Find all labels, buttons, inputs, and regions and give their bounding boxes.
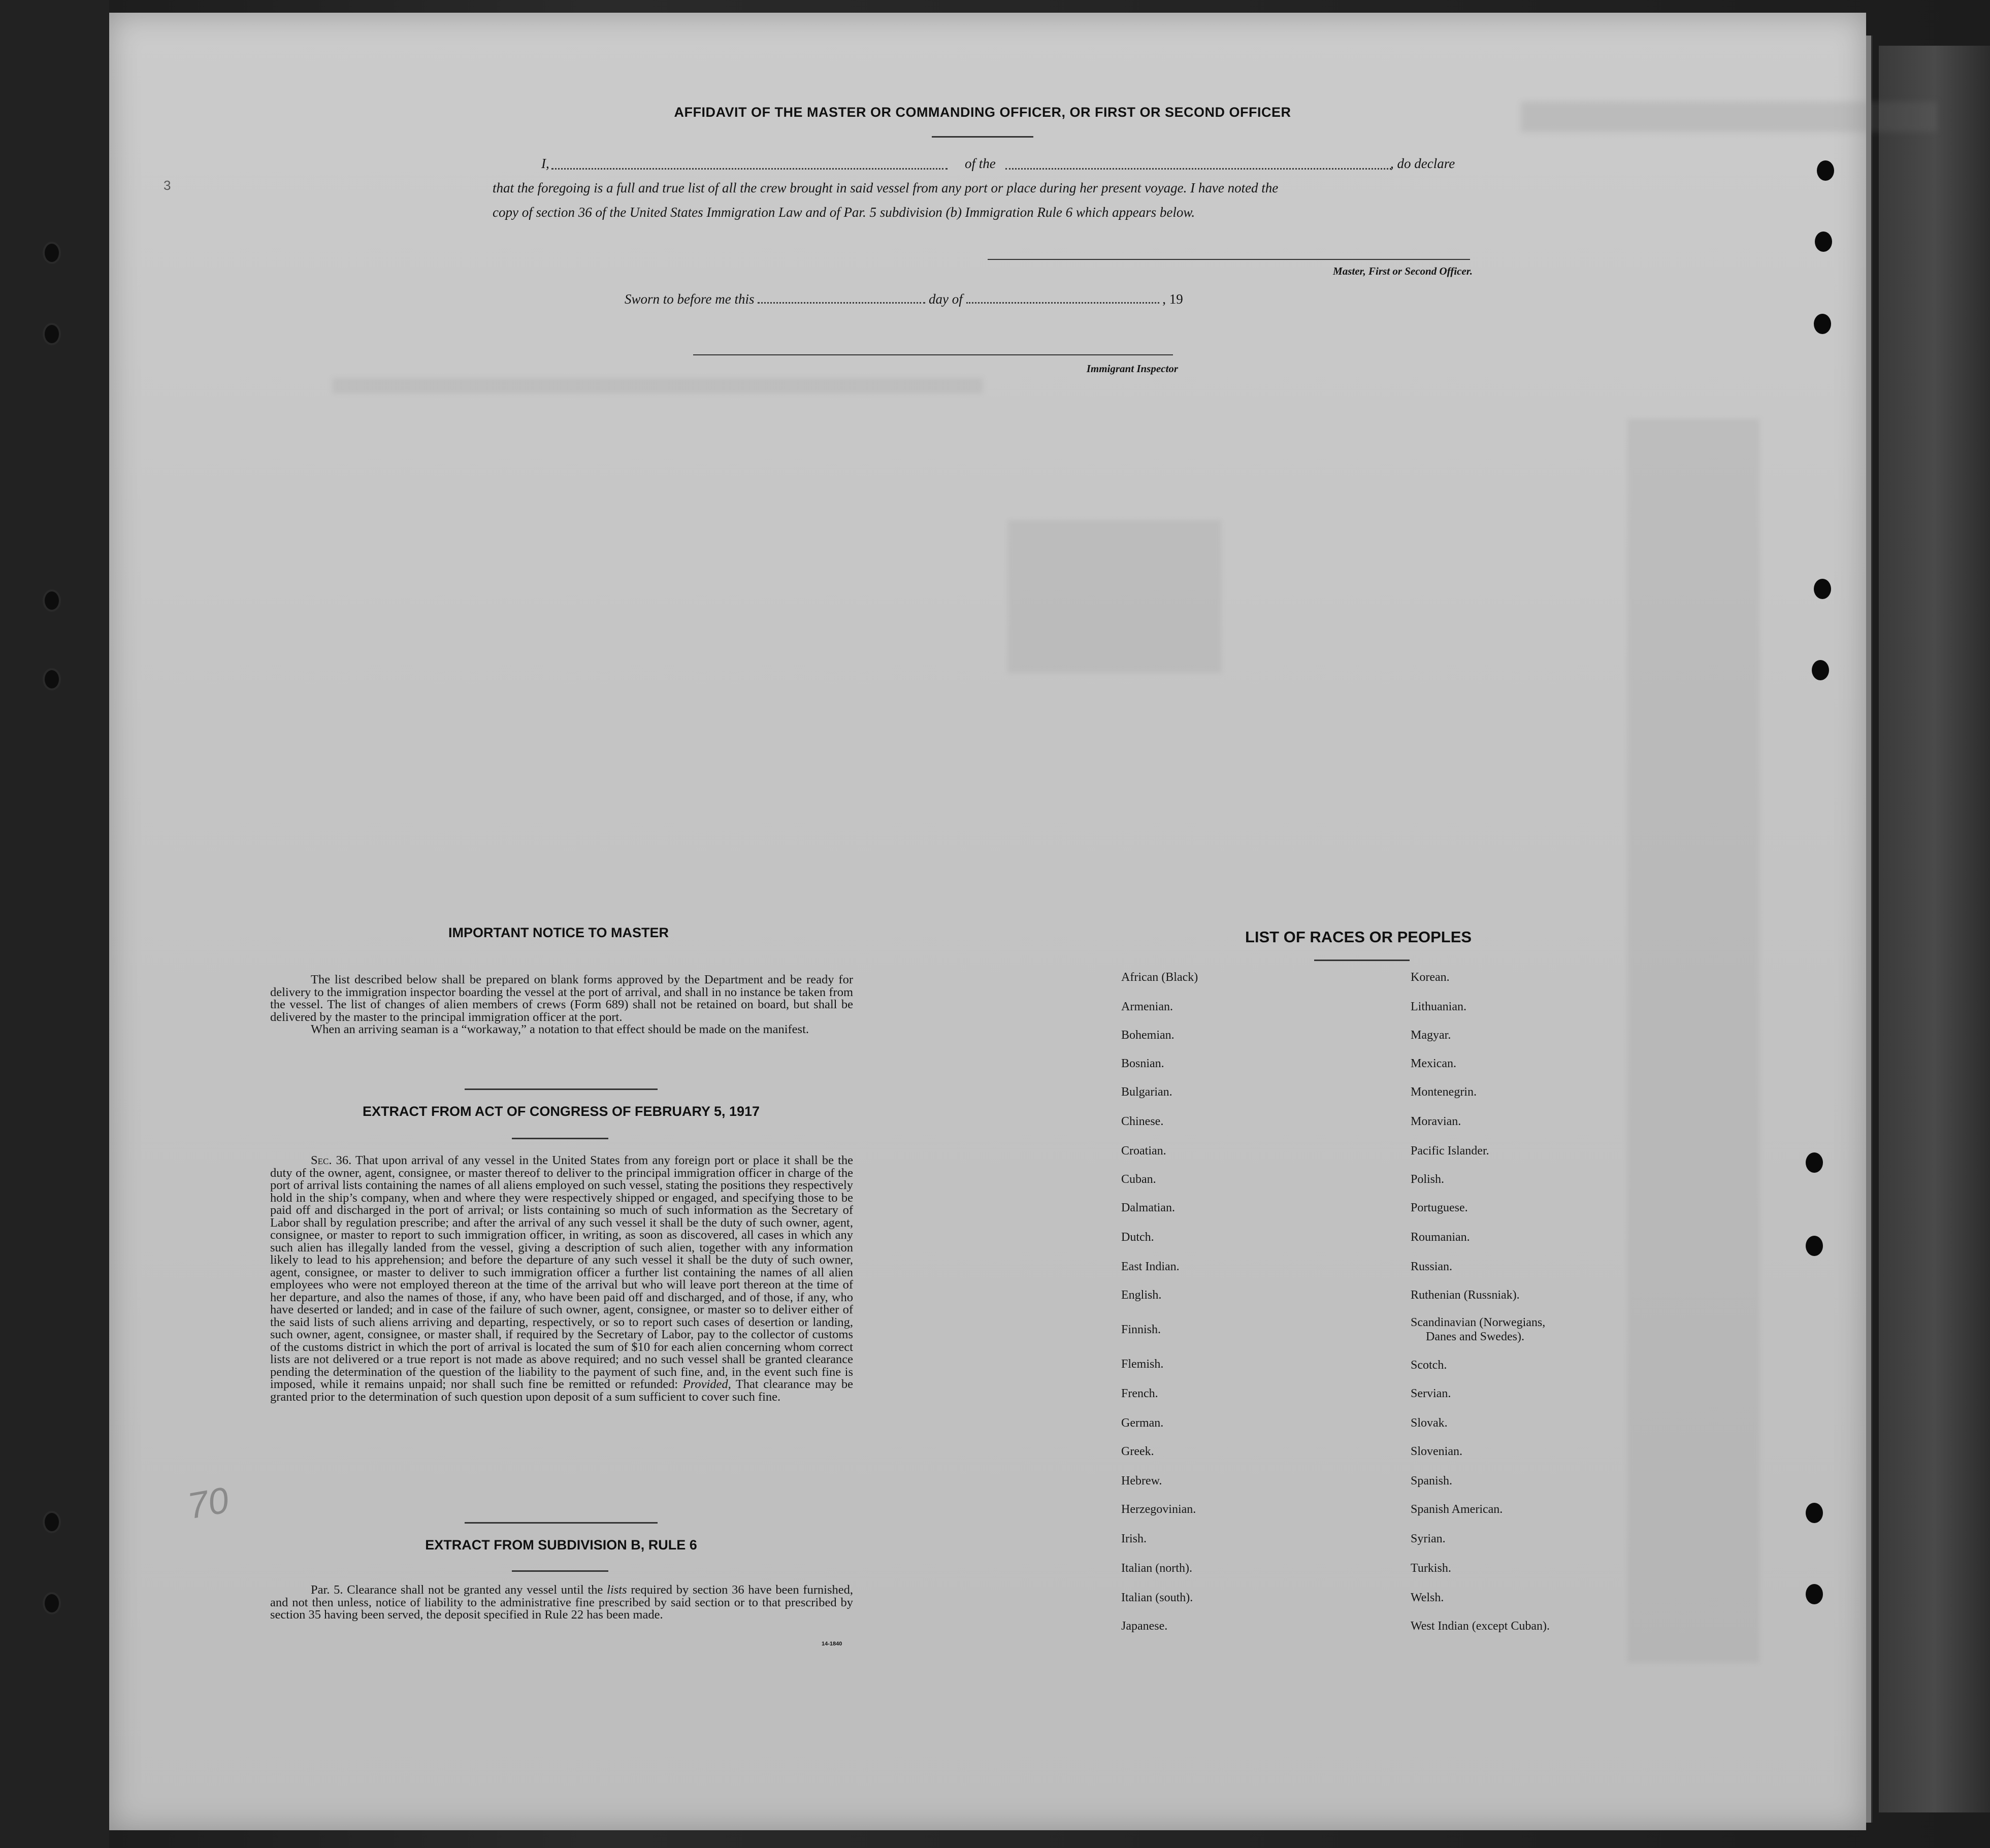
title-underline — [932, 136, 1033, 138]
notice-paragraph: The list described below shall be prepared on blank forms approved by the Department and be ready for delivery to the immigration inspector boarding the vessel at the port of arrival, and shall in no instance be taken from the vessel. The list of changes of alien members of crews (Form 689) shall not be retained on board, but shall be delivered by the master to the principal immigration officer at the port. — [270, 973, 853, 1024]
race-right-item: Mexican. — [1411, 1057, 1456, 1070]
signature-line[interactable] — [988, 259, 1470, 260]
race-right-item: Moravian. — [1411, 1115, 1461, 1128]
punch-hole-icon — [45, 1513, 59, 1531]
margin-mark: 3 — [164, 178, 171, 193]
rule-text-end: required by section 36 have been furnished, and not then unless, notice of liability to the administrative fine prescribed by said section or to that prescribed by section 35 having been served, the deposit specified in Rule 22 has been made. — [270, 1583, 853, 1622]
punch-hole-icon — [45, 591, 59, 610]
race-right-item: Spanish American. — [1411, 1503, 1503, 1516]
punch-hole-icon — [45, 670, 59, 688]
race-left-item: Herzegovinian. — [1121, 1503, 1196, 1516]
signature-label: Master, First or Second Officer. — [1333, 265, 1473, 277]
extract-act-title: EXTRACT FROM ACT OF CONGRESS OF FEBRUARY 5, 1917 — [362, 1104, 760, 1119]
punch-hole-icon — [1814, 314, 1831, 334]
race-left-item: African (Black) — [1121, 971, 1198, 984]
right-binding-strip — [1879, 46, 1990, 1812]
lists-word: lists — [607, 1583, 627, 1597]
race-right-item: Pacific Islander. — [1411, 1144, 1489, 1158]
race-right-item: Portuguese. — [1411, 1201, 1468, 1214]
race-right-item: Servian. — [1411, 1387, 1451, 1400]
extract-rule-title: EXTRACT FROM SUBDIVISION B, RULE 6 — [425, 1537, 697, 1553]
race-left-item: Cuban. — [1121, 1173, 1156, 1186]
extract-act-body — [270, 1154, 853, 1403]
sworn-prefix: Sworn to before me this — [625, 291, 755, 307]
race-left-item: Bosnian. — [1121, 1057, 1164, 1070]
race-left-item: Irish. — [1121, 1532, 1147, 1545]
race-right-item: Russian. — [1411, 1260, 1453, 1273]
race-left-item: Greek. — [1121, 1445, 1154, 1458]
race-left-item: Italian (south). — [1121, 1591, 1193, 1604]
bleed-through-text — [333, 378, 983, 393]
punch-hole-icon — [1806, 1236, 1823, 1256]
race-right-item: Korean. — [1411, 971, 1450, 984]
race-right-item: Polish. — [1411, 1173, 1445, 1186]
race-left-item: Dutch. — [1121, 1231, 1154, 1244]
pencil-mark: 70 — [184, 1479, 232, 1527]
punch-hole-icon — [45, 325, 59, 343]
race-left-item: Italian (north). — [1121, 1562, 1192, 1575]
race-left-item: Bulgarian. — [1121, 1085, 1172, 1099]
race-right-item: West Indian (except Cuban). — [1411, 1620, 1550, 1633]
race-right-item: Magyar. — [1411, 1029, 1451, 1042]
sworn-day-blank[interactable] — [758, 302, 925, 304]
race-right-item: Scotch. — [1411, 1359, 1447, 1372]
affidavit-declaration — [493, 151, 1473, 224]
punch-hole-icon — [1817, 160, 1834, 181]
title-underline — [512, 1138, 608, 1139]
race-right-item: Turkish. — [1411, 1562, 1451, 1575]
declaration-line-3: copy of section 36 of the United States Immigration Law and of Par. 5 subdivision (b) Immigration Rule 6 which appears below. — [493, 205, 1195, 220]
form-number: 14-1840 — [822, 1641, 842, 1647]
race-left-item: French. — [1121, 1387, 1158, 1400]
punch-hole-icon — [1814, 579, 1831, 599]
race-right-item: Welsh. — [1411, 1591, 1444, 1604]
punch-hole-icon — [1815, 232, 1832, 252]
race-right-item: Danes and Swedes). — [1426, 1330, 1524, 1343]
bleed-through-text — [1627, 419, 1759, 1663]
title-underline — [1314, 960, 1410, 961]
race-left-item: Hebrew. — [1121, 1474, 1162, 1488]
race-right-item: Montenegrin. — [1411, 1085, 1477, 1099]
race-left-item: East Indian. — [1121, 1260, 1180, 1273]
extract-rule-body — [270, 1584, 853, 1622]
race-left-item: Japanese. — [1121, 1620, 1168, 1633]
declaration-of-the: of the — [965, 156, 996, 171]
bleed-through-text — [1521, 102, 1937, 132]
race-right-item: Scandinavian (Norwegians, — [1411, 1316, 1546, 1329]
declaration-line-2: that the foregoing is a full and true list of all the crew brought in said vessel from any port or place during her present voyage. I have noted the — [493, 180, 1279, 195]
title-underline — [512, 1570, 608, 1572]
bleed-through-text — [1008, 520, 1221, 673]
races-title: LIST OF RACES OR PEOPLES — [1245, 928, 1472, 946]
race-left-item: Bohemian. — [1121, 1029, 1175, 1042]
race-right-item: Slovak. — [1411, 1416, 1448, 1430]
inspector-label: Immigrant Inspector — [1086, 362, 1178, 375]
punch-hole-icon — [45, 244, 59, 262]
race-left-item: Dalmatian. — [1121, 1201, 1175, 1214]
race-right-item: Syrian. — [1411, 1532, 1446, 1545]
race-right-item: Roumanian. — [1411, 1231, 1470, 1244]
punch-hole-icon — [1806, 1152, 1823, 1173]
name-blank-line[interactable] — [551, 168, 948, 170]
race-right-item: Ruthenian (Russniak). — [1411, 1289, 1520, 1302]
provided-word: Provided, — [682, 1377, 731, 1391]
punch-hole-icon — [1806, 1584, 1823, 1604]
race-left-item: Finnish. — [1121, 1323, 1161, 1336]
race-right-item: Spanish. — [1411, 1474, 1453, 1488]
act-text-end: That clearance may be granted prior to the determination of such question upon deposit of a sum sufficient to cover such fine. — [270, 1377, 853, 1404]
race-left-item: English. — [1121, 1289, 1162, 1302]
race-left-item: Armenian. — [1121, 1000, 1173, 1013]
race-right-item: Lithuanian. — [1411, 1000, 1466, 1013]
sworn-month-blank[interactable] — [966, 302, 1159, 304]
punch-hole-icon — [1806, 1503, 1823, 1523]
declaration-i: I, — [541, 156, 549, 171]
form-page — [109, 13, 1866, 1830]
race-left-item: Flemish. — [1121, 1358, 1164, 1371]
race-right-item: Slovenian. — [1411, 1445, 1462, 1458]
sworn-year: , 19 — [1162, 291, 1183, 307]
race-left-item: Croatian. — [1121, 1144, 1166, 1158]
punch-hole-icon — [1812, 660, 1829, 680]
punch-hole-icon — [45, 1594, 59, 1612]
notice-body — [270, 974, 853, 1036]
race-left-item: Chinese. — [1121, 1115, 1164, 1128]
sworn-day-of: day of — [929, 291, 963, 307]
left-margin — [0, 0, 109, 1848]
section-divider — [465, 1088, 658, 1090]
section-label: Sec. 36. — [311, 1153, 352, 1167]
rule-text: Par. 5. Clearance shall not be granted any vessel until the — [311, 1583, 603, 1597]
race-left-item: German. — [1121, 1416, 1164, 1430]
section-divider — [465, 1522, 658, 1524]
act-text: That upon arrival of any vessel in the United States from any foreign port or place it shall be the duty of the owner, agent, consignee, or master thereof to deliver to the principal immigration officer in charge of the port of arrival lists containing the names of all aliens employed on such vessel, stating the positions they respectively hold in the ship’s company, when and where they were respectively shipped or engaged, and specifying those to be paid off and discharged in the port of arrival; or lists containing so much of such information as the Secretary of Labor shall by regulation prescribe; and after the arrival of any such vessel it shall be the duty of such owner, agent, consignee, or master to report to such immigration officer, in writing, as soon as discovered, all cases in which any such alien has illegally landed from the vessel, giving a description of such alien, together with any information likely to lead to his apprehension; and before the departure of any such vessel it shall be the duty of such owner, agent, consignee, or master to deliver to such immigration officer a further list containing the names of all alien employees who were not employed thereon at the time of the arrival but who will leave port thereon at the time of her departure, and also the names of those, if any, who have been paid off and discharged, and of those, if any, who have deserted or landed; and in case of the failure of such owner, agent, consignee, or master so to deliver either of the said lists of such aliens arriving and departing, respectively, or so to report such cases of desertion or landing, such owner, agent, consignee, or master shall, if required by the Secretary of Labor, pay to the collector of customs of the customs district in which the port of arrival is located the sum of $10 for each alien concerning whom correct lists are not delivered or a true report is not made as above required; and no such vessel shall be granted clearance pending the determination of the question of the liability to the payment of such fine, and, in the event such fine is imposed, while it remains unpaid; nor shall such fine be remitted or refunded: — [270, 1153, 854, 1391]
declaration-do-declare: , do declare — [1390, 156, 1455, 171]
inspector-signature-line[interactable] — [693, 354, 1173, 355]
vessel-blank-line[interactable] — [1005, 168, 1391, 170]
notice-paragraph: When an arriving seaman is a “workaway,” a notation to that effect should be made on the manifest. — [311, 1022, 809, 1036]
affidavit-title: AFFIDAVIT OF THE MASTER OR COMMANDING OFFICER, OR FIRST OR SECOND OFFICER — [674, 105, 1291, 120]
notice-title: IMPORTANT NOTICE TO MASTER — [448, 925, 669, 940]
sworn-statement — [625, 291, 1183, 307]
